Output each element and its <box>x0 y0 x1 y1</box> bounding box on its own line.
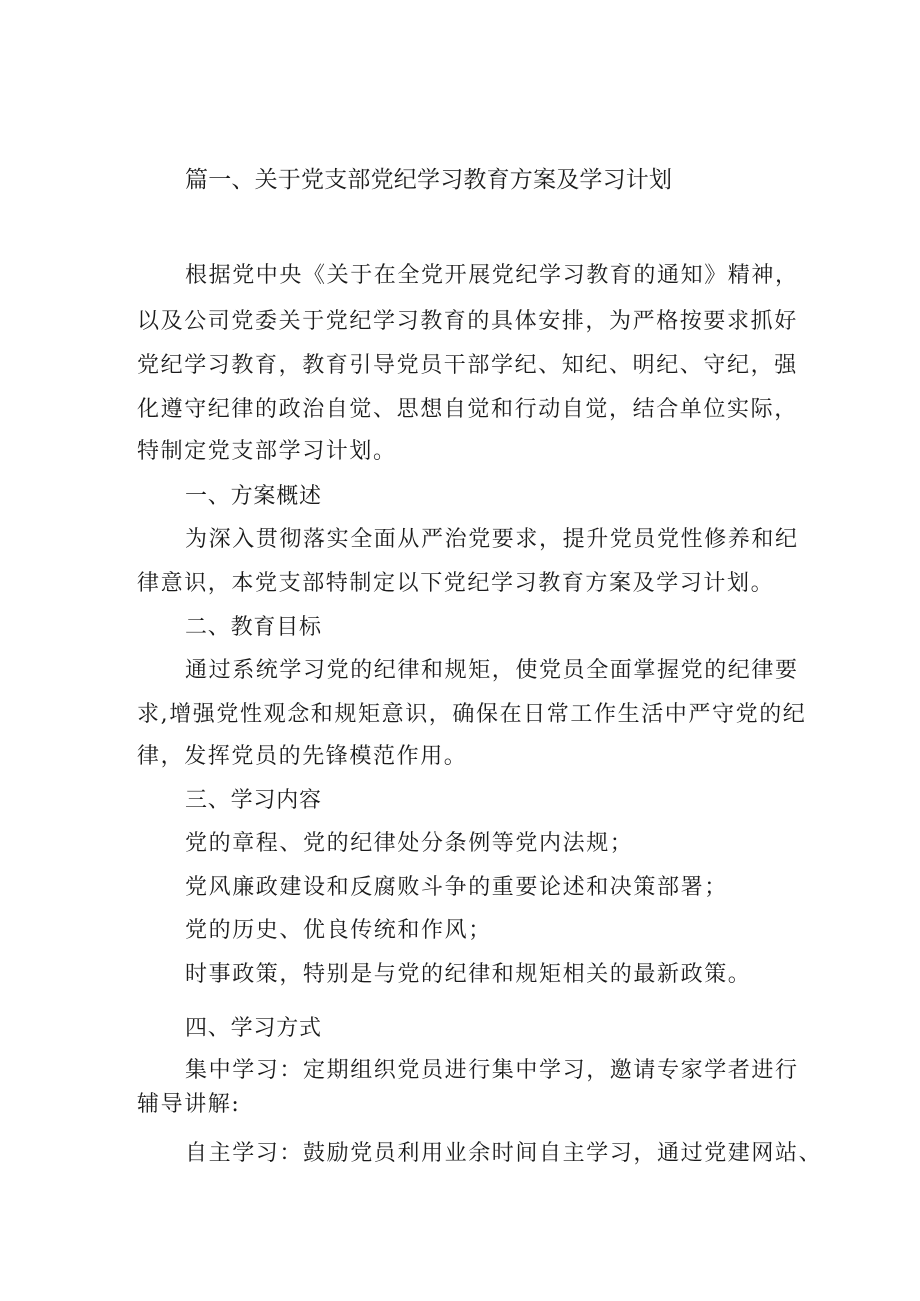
paragraph-line: 为深入贯彻落实全面从严治党要求，提升党员党性修养和纪 <box>185 527 799 552</box>
document-title: 篇一、关于党支部党纪学习教育方案及学习计划 <box>185 167 673 193</box>
section-heading: 一、方案概述 <box>185 484 322 509</box>
section-heading: 二、教育目标 <box>185 615 322 640</box>
list-item: 时事政策，特别是与党的纪律和规矩相关的最新政策。 <box>185 962 752 987</box>
paragraph-line: 辅导讲解: <box>137 1092 241 1117</box>
paragraph-line: 通过系统学习党的纪律和规矩，使党员全面掌握党的纪律要 <box>185 658 799 683</box>
paragraph-line: 自主学习：鼓励党员利用业余时间自主学习，通过党建网站、 <box>185 1141 823 1166</box>
paragraph-line: 求,增强党性观念和规矩意识，确保在日常工作生活中严守党的纪 <box>137 702 807 727</box>
intro-line: 党纪学习教育，教育引导党员干部学纪、知纪、明纪、守纪，强 <box>137 353 798 378</box>
list-item: 党的章程、党的纪律处分条例等党内法规； <box>185 831 634 856</box>
section-heading: 四、学习方式 <box>185 1016 322 1041</box>
paragraph-line: 律意识，本党支部特制定以下党纪学习教育方案及学习计划。 <box>137 571 775 596</box>
intro-line: 以及公司党委关于党纪学习教育的具体安排，为严格按要求抓好 <box>137 309 798 334</box>
paragraph-line: 集中学习：定期组织党员进行集中学习，邀请专家学者进行 <box>185 1058 799 1083</box>
intro-line: 化遵守纪律的政治自觉、思想自觉和行动自觉，结合单位实际， <box>137 397 798 422</box>
list-item: 党风廉政建设和反腐败斗争的重要论述和决策部署； <box>185 875 728 900</box>
list-item: 党的历史、优良传统和作风； <box>185 918 492 943</box>
paragraph-line: 律，发挥党员的先锋模范作用。 <box>137 744 468 769</box>
intro-line: 特制定党支部学习计划。 <box>137 439 397 464</box>
intro-line: 根据党中央《关于在全党开展党纪学习教育的通知》精神， <box>185 263 799 288</box>
section-heading: 三、学习内容 <box>185 788 322 813</box>
